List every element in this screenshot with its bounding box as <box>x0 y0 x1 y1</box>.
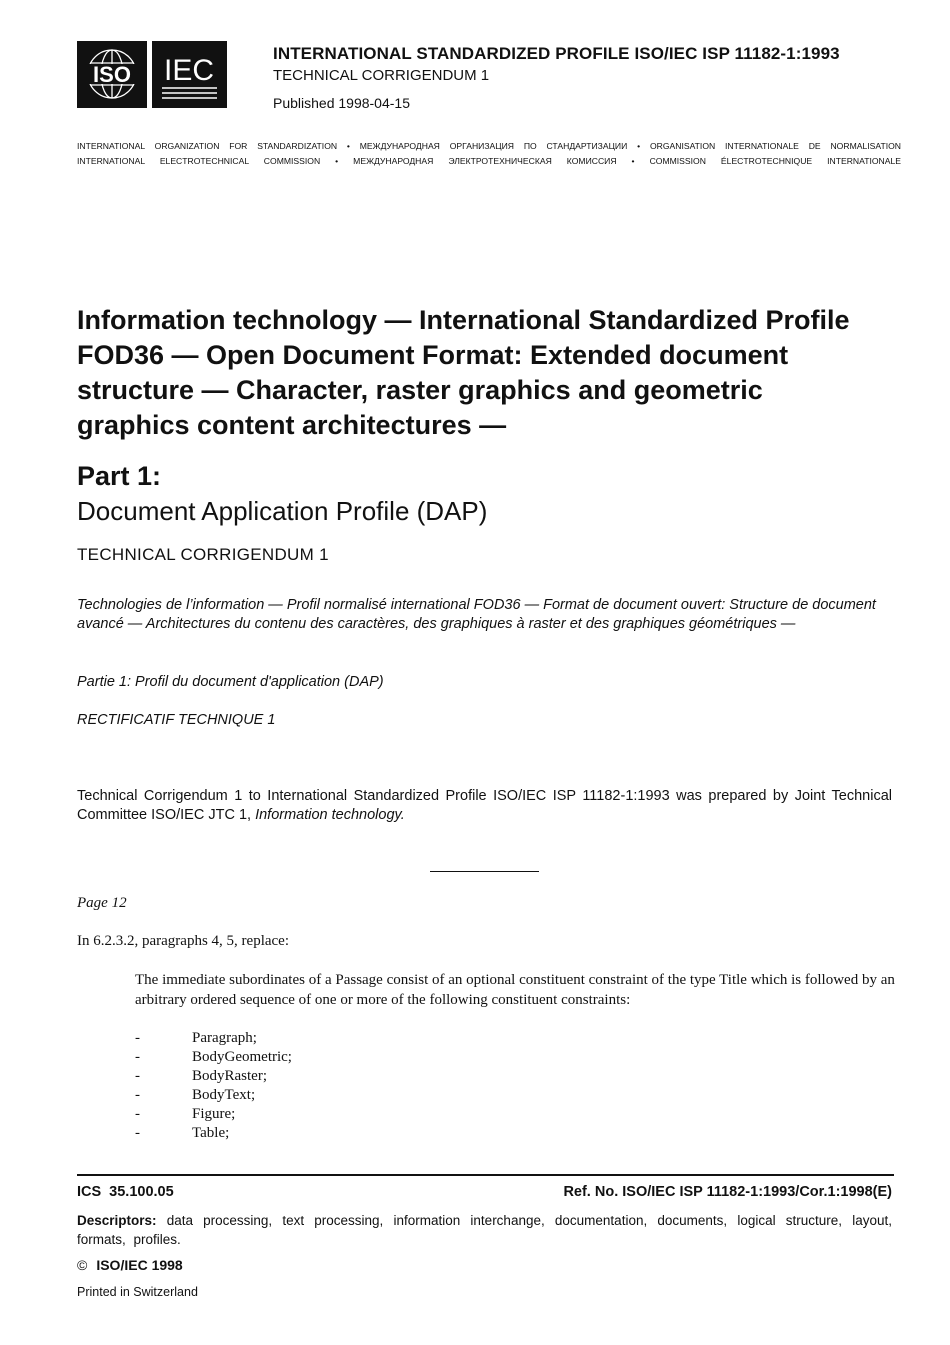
iso-logo <box>77 41 147 108</box>
constraint-list <box>135 1029 292 1143</box>
svg-text:IEC: IEC <box>163 54 215 87</box>
reference-number: Ref. No. ISO/IEC ISP 11182-1:1993/Cor.1:1998(E) <box>563 1184 892 1200</box>
preparation-statement <box>77 787 892 825</box>
descriptors-text: data processing, text processing, information interchange, documentation, documents, logical structure, layout, formats, profiles. <box>77 1213 892 1247</box>
printed-in: Printed in Switzerland <box>77 1285 198 1299</box>
descriptors <box>77 1212 892 1249</box>
footer-rule <box>77 1174 894 1176</box>
corrigendum-label: TECHNICAL CORRIGENDUM 1 <box>77 545 329 564</box>
french-title: Technologies de l’information — Profil normalisé international FOD36 — Format de document ouvert: Structure de document avancé — Architectures du contenu des caractères, des graphiques à raster et des graphiques géométriques — <box>77 597 876 632</box>
section-divider <box>430 871 539 872</box>
french-part: Partie 1: Profil du document d'application (DAP) <box>77 674 384 690</box>
svg-text:ISO: ISO <box>93 62 131 87</box>
iec-logo <box>152 41 227 108</box>
page-reference: Page 12 <box>77 895 127 911</box>
organization-line-1: INTERNATIONAL ORGANIZATION FOR STANDARDIZATION • МЕЖДУНАРОДНАЯ ОРГАНИЗАЦИЯ ПО СТАНДАРТИЗАЦИИ • ORGANISATION INTERNATIONALE DE NORMALISATION <box>77 141 901 151</box>
document-title: Information technology — International Standardized Profile FOD36 — Open Document Format: Extended document structure — Character, raster graphics and geometric graphics content architectures — <box>77 305 850 440</box>
descriptors-label: Descriptors: <box>77 1213 157 1228</box>
french-corrigendum: RECTIFICATIF TECHNIQUE 1 <box>77 712 276 728</box>
preparation-text: Technical Corrigendum 1 to International Standardized Profile ISO/IEC ISP 11182-1:1993 was prepared by Joint Technical Committee ISO/IEC JTC 1, <box>77 788 892 823</box>
organization-line-2: INTERNATIONAL ELECTROTECHNICAL COMMISSION • МЕЖДУНАРОДНАЯ ЭЛЕКТРОТЕХНИЧЕСКАЯ КОМИССИЯ • COMMISSION ÉLECTROTECHNIQUE INTERNATIONALE <box>77 156 901 166</box>
list-item: - Figure; <box>135 1106 236 1122</box>
part-label: Part 1: <box>77 461 162 491</box>
ics-code: ICS 35.100.05 <box>77 1184 174 1200</box>
instruction: In 6.2.3.2, paragraphs 4, 5, replace: <box>77 933 290 949</box>
list-item: - BodyGeometric; <box>135 1049 292 1065</box>
header-title: INTERNATIONAL STANDARDIZED PROFILE ISO/IEC ISP 11182-1:1993 <box>273 44 840 63</box>
copyright: © ISO/IEC 1998 <box>77 1257 183 1273</box>
list-item: - BodyRaster; <box>135 1068 267 1084</box>
copyright-symbol: © <box>77 1257 88 1273</box>
part-title: Document Application Profile (DAP) <box>77 496 488 526</box>
published-date: Published 1998-04-15 <box>273 95 410 111</box>
list-item: - Paragraph; <box>135 1030 257 1046</box>
header-subtitle: TECHNICAL CORRIGENDUM 1 <box>273 67 490 84</box>
list-item: - BodyText; <box>135 1087 256 1103</box>
list-item: - Table; <box>135 1125 230 1141</box>
committee-title: Information technology. <box>255 807 405 823</box>
quoted-paragraph: The immediate subordinates of a Passage consist of an optional constituent constraint of the type Title which is followed by an arbitrary ordered sequence of one or more of the following constituent constraints: <box>135 972 895 1008</box>
